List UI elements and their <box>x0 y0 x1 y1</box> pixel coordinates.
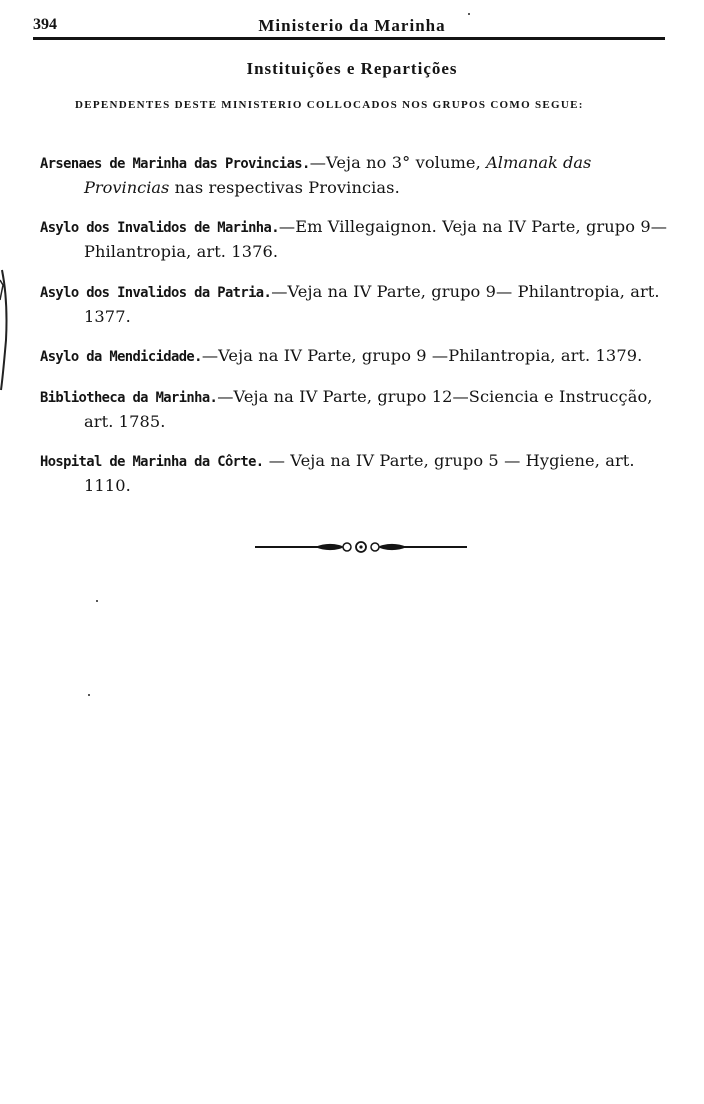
entry-name: Asylo da Mendicidade. <box>40 348 202 365</box>
ornamental-rule-icon <box>255 540 467 554</box>
entry-text: —Veja na IV Parte, grupo 9— Philantropia, art. 1377. <box>84 281 660 326</box>
page-edge-mark <box>0 0 14 1104</box>
entry-name: Asylo dos Invalidos da Patria. <box>40 284 272 301</box>
entry-text: —Em Villegaignon. Veja na IV Parte, grupo 9— Philantropia, art. 1376. <box>84 217 668 262</box>
entry-bibliotheca-marinha <box>40 385 667 433</box>
speck-mark <box>468 13 470 15</box>
section-subheading: DEPENDENTES DESTE MINISTERIO COLLOCADOS NOS GRUPOS COMO SEGUE: <box>75 99 584 111</box>
entry-text: —Veja no 3° volume, <box>309 153 487 173</box>
header-rule <box>33 37 665 40</box>
entries-list <box>0 135 704 497</box>
speck-mark <box>96 600 98 602</box>
entry-asylo-invalidos-patria <box>40 280 667 328</box>
entry-hospital-marinha <box>40 449 667 497</box>
entry-name: Bibliotheca da Marinha. <box>40 389 218 406</box>
entry-asylo-mendicidade <box>40 344 667 369</box>
entry-text: — Veja na IV Parte, grupo 5 — Hygiene, art. 1110. <box>84 451 635 496</box>
entry-name: Hospital de Marinha da Côrte. <box>40 454 264 471</box>
speck-mark <box>88 694 90 696</box>
entry-text: —Veja na IV Parte, grupo 9 —Philantropia, art. 1379. <box>201 345 643 365</box>
entry-italic-title: Almanak das Provincias <box>84 153 592 198</box>
page-number: 394 <box>33 16 57 33</box>
section-title: Instituições e Repartições <box>246 59 458 78</box>
entry-name: Arsenaes de Marinha das Provincias. <box>40 156 310 173</box>
entry-name: Asylo dos Invalidos de Marinha. <box>40 220 279 237</box>
running-title: Ministerio da Marinha <box>258 16 446 35</box>
entry-text: —Veja na IV Parte, grupo 12—Sciencia e Instrucção, art. 1785. <box>84 386 653 431</box>
entry-text: nas respectivas Provincias. <box>169 178 400 198</box>
entry-asylo-invalidos-marinha <box>40 215 668 263</box>
entry-arsenaes <box>40 151 667 199</box>
